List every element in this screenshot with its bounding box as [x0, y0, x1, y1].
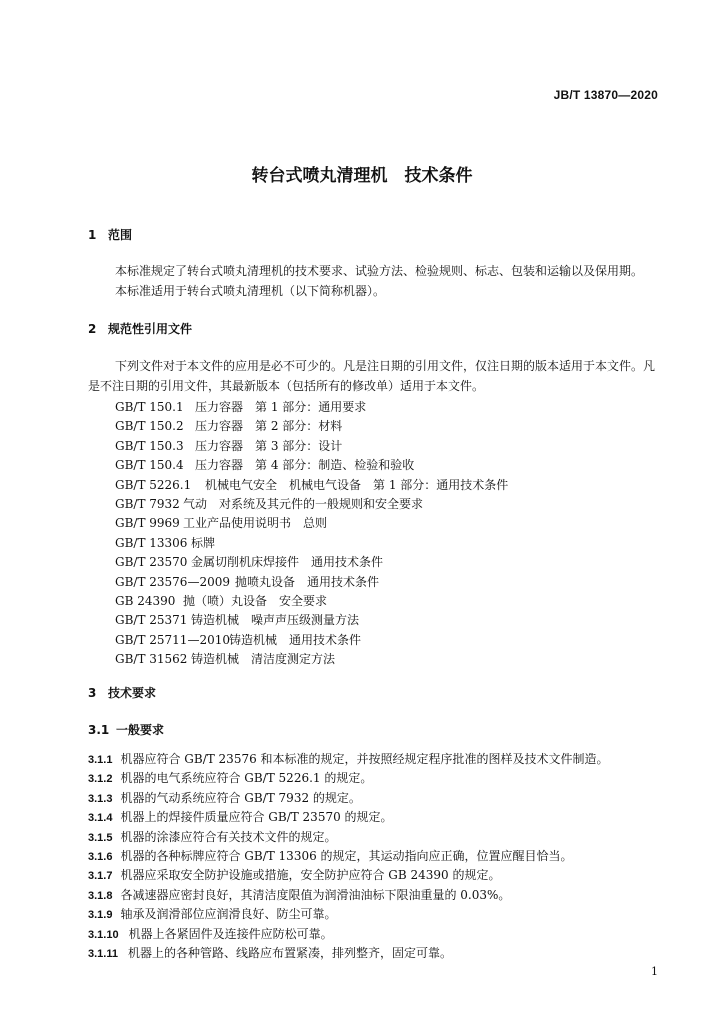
clause-number: 3.1.1 [88, 754, 113, 766]
clause-item [88, 847, 609, 866]
clause-text: 机器上的各种管路、线路应布置紧凑，排列整齐，固定可靠。 [127, 945, 452, 960]
reference-title: 铸造机械 清洁度测定方法 [191, 652, 336, 667]
clause-item [88, 808, 609, 827]
clause-text: 机器的各种标牌应符合 GB/T 13306 的规定，其运动指向应正确，位置应醒目恰当。 [120, 848, 573, 863]
clause-item [88, 905, 609, 924]
clause-item [88, 944, 609, 963]
clause-number: 3.1.5 [88, 831, 113, 844]
clause-text: 各减速器应密封良好，其清洁度限值为润滑油油标下限油重量的 0.03%。 [120, 887, 511, 902]
reference-code: GB/T 150.2 [115, 419, 184, 434]
clause-text: 机器上的焊接件质量应符合 GB/T 23570 的规定。 [120, 810, 393, 825]
clause-number: 3.1.11 [88, 947, 118, 960]
reference-item [115, 495, 508, 514]
section-number: 1 [88, 228, 97, 242]
page-number: 1 [651, 965, 658, 978]
clause-text: 机器应符合 GB/T 23576 和本标准的规定，并按照经规定程序批准的图样及技术文件制造。 [120, 752, 609, 766]
reference-title: 工业产品使用说明书 总则 [183, 516, 328, 531]
reference-code: GB/T 31562 [115, 652, 188, 667]
reference-title: 标牌 [191, 535, 216, 550]
reference-title: 金属切削机床焊接件 通用技术条件 [191, 555, 384, 570]
reference-item [115, 476, 508, 495]
reference-item [115, 437, 508, 456]
reference-code: GB/T 23576—2009 [115, 574, 230, 589]
reference-title: 铸造机械 噪声声压级测量方法 [191, 613, 360, 628]
clause-text: 机器的电气系统应符合 GB/T 5226.1 的规定。 [120, 771, 373, 786]
reference-code: GB/T 25711—2010 [115, 632, 230, 647]
section-title: 技术要求 [108, 686, 157, 700]
section-title: 规范性引用文件 [108, 322, 193, 336]
reference-title: 抛（喷）丸设备 安全要求 [183, 593, 328, 608]
subsection-number: 3.1 [88, 723, 110, 737]
clause-item [88, 886, 609, 905]
reference-list [115, 398, 508, 669]
reference-code: GB/T 13306 [115, 535, 188, 550]
reference-title: 机械电气安全 机械电气设备 第 1 部分：通用技术条件 [205, 477, 509, 492]
reference-code: GB/T 150.3 [115, 438, 184, 453]
clause-item [88, 750, 609, 769]
reference-item [115, 592, 508, 611]
reference-code: GB/T 150.4 [115, 458, 184, 473]
reference-code: GB/T 150.1 [115, 400, 184, 414]
section-1-paragraph-1: 本标准规定了转台式喷丸清理机的技术要求、试验方法、检验规则、标志、包装和运输以及保用期。 [115, 264, 644, 278]
clause-number: 3.1.4 [88, 812, 113, 825]
clause-number: 3.1.6 [88, 850, 113, 863]
reference-item [115, 611, 508, 630]
reference-title: 铸造机械 通用技术条件 [229, 632, 362, 647]
clause-text: 轴承及润滑部位应润滑良好、防尘可靠。 [120, 907, 337, 922]
clause-text: 机器应采取安全防护设施或措施，安全防护应符合 GB 24390 的规定。 [120, 868, 501, 883]
reference-code: GB/T 5226.1 [115, 477, 192, 492]
section-title: 范围 [108, 228, 133, 242]
clause-item [88, 769, 609, 788]
clause-number: 3.1.7 [88, 870, 113, 883]
clause-list [88, 750, 609, 963]
reference-item [115, 514, 508, 533]
reference-title: 压力容器 第 1 部分：通用要求 [195, 400, 367, 414]
standard-code: JB/T 13870—2020 [553, 88, 658, 102]
reference-code: GB/T 25371 [115, 613, 188, 628]
reference-title: 压力容器 第 4 部分：制造、检验和验收 [195, 458, 415, 473]
reference-code: GB/T 7932 [115, 496, 180, 511]
reference-item [115, 398, 508, 417]
reference-item [115, 534, 508, 553]
clause-number: 3.1.10 [88, 928, 119, 941]
clause-item [88, 925, 609, 944]
reference-item [115, 456, 508, 475]
clause-text: 机器的涂漆应符合有关技术文件的规定。 [120, 829, 337, 844]
section-number: 2 [88, 322, 97, 336]
clause-text: 机器的气动系统应符合 GB/T 7932 的规定。 [120, 790, 361, 805]
clause-text: 机器上各紧固件及连接件应防松可靠。 [128, 926, 333, 941]
reference-item [115, 573, 508, 592]
reference-code: GB 24390 [115, 593, 176, 608]
clause-item [88, 866, 609, 885]
reference-title: 压力容器 第 3 部分：设计 [195, 438, 343, 453]
subsection-title: 一般要求 [116, 723, 165, 737]
reference-title: 气动 对系统及其元件的一般规则和安全要求 [183, 496, 424, 511]
document-title: 转台式喷丸清理机 技术条件 [251, 166, 473, 186]
clause-number: 3.1.9 [88, 909, 113, 922]
clause-number: 3.1.2 [88, 773, 113, 786]
section-3-heading [88, 684, 156, 701]
section-2-heading [88, 320, 192, 337]
section-2-intro: 下列文件对于本文件的应用是必不可少的。凡是注日期的引用文件，仅注日期的版本适用于本文件。凡是不注日期的引用文件，其最新版本（包括所有的修改单）适用于本文件。 [88, 359, 656, 393]
reference-item [115, 553, 508, 572]
clause-number: 3.1.3 [88, 792, 113, 805]
reference-code: GB/T 9969 [115, 516, 180, 531]
reference-code: GB/T 23570 [115, 555, 188, 570]
section-1-paragraph-2: 本标准适用于转台式喷丸清理机（以下简称机器）。 [115, 284, 386, 298]
section-1-heading [88, 226, 132, 243]
reference-item [115, 631, 508, 650]
clause-item [88, 789, 609, 808]
clause-item [88, 828, 609, 847]
reference-title: 压力容器 第 2 部分：材料 [195, 419, 343, 434]
clause-number: 3.1.8 [88, 889, 113, 902]
subsection-3-1-heading [88, 721, 164, 738]
reference-item [115, 650, 508, 669]
section-number: 3 [88, 686, 97, 700]
reference-title: 抛喷丸设备 通用技术条件 [235, 574, 380, 589]
reference-item [115, 417, 508, 436]
